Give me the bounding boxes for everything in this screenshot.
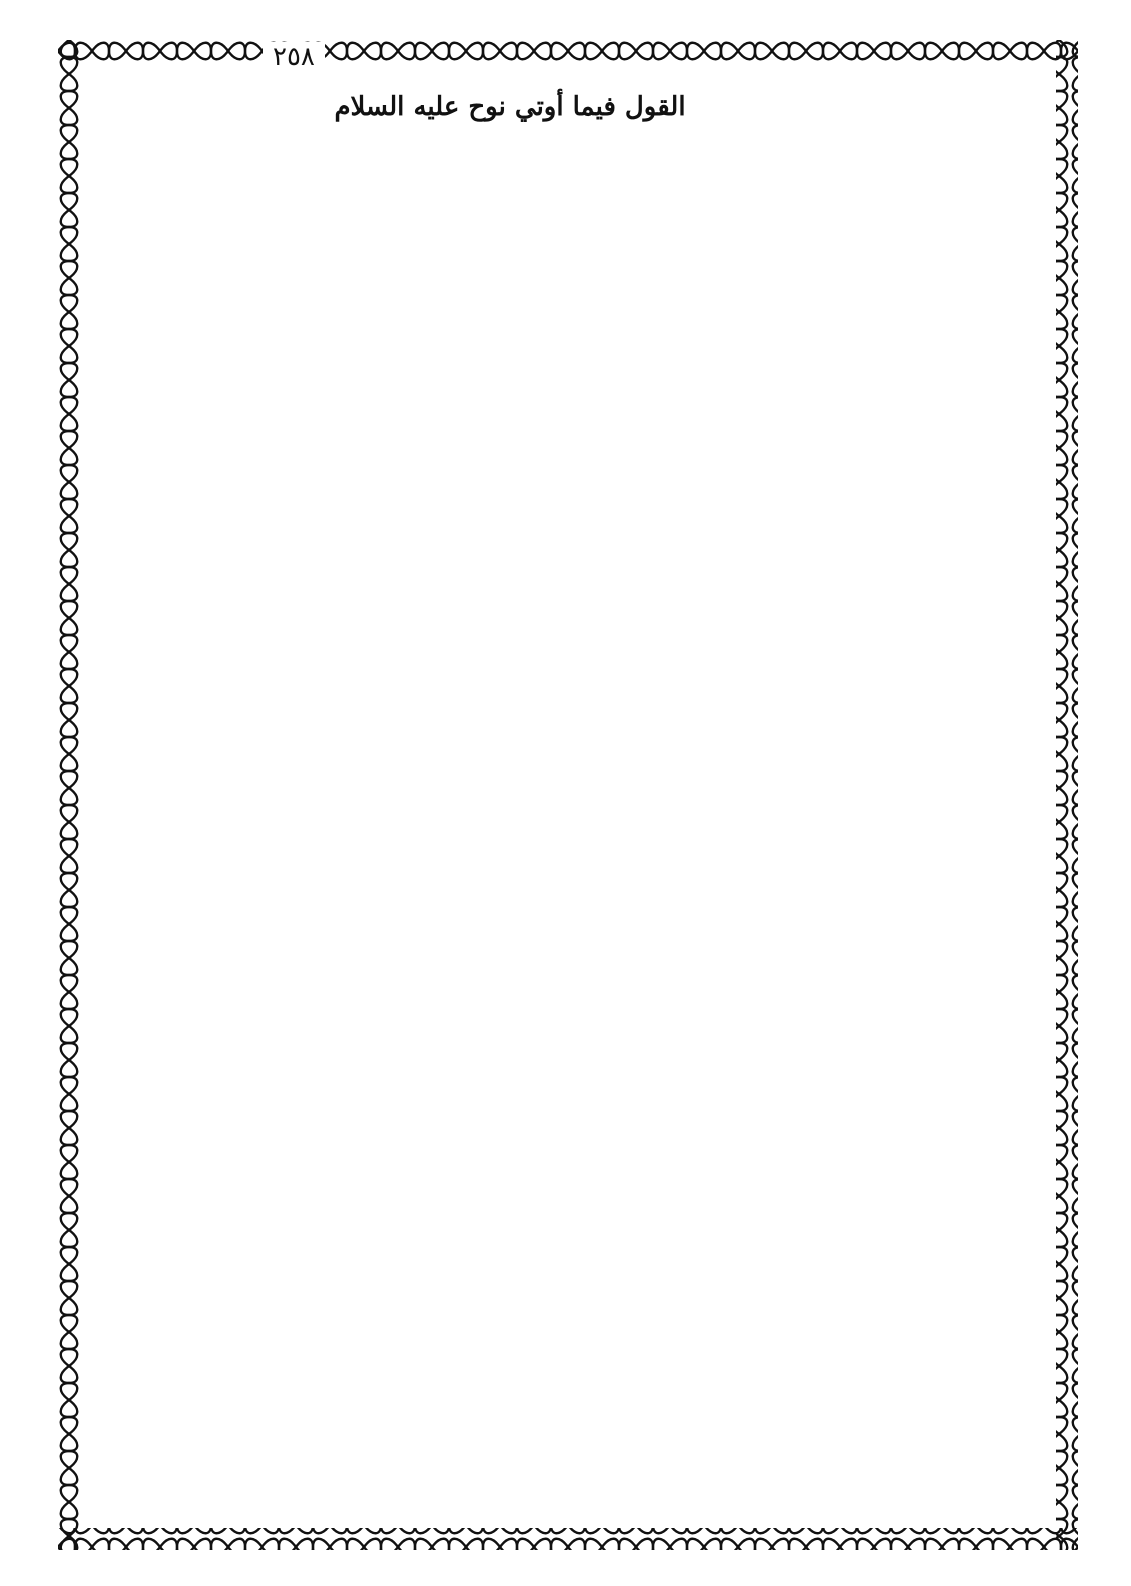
page-number: ٢٥٨: [263, 42, 325, 72]
page-content: [62, 70, 958, 1430]
section-heading: القول فيما أوتي نوح عليه السلام: [334, 92, 686, 122]
